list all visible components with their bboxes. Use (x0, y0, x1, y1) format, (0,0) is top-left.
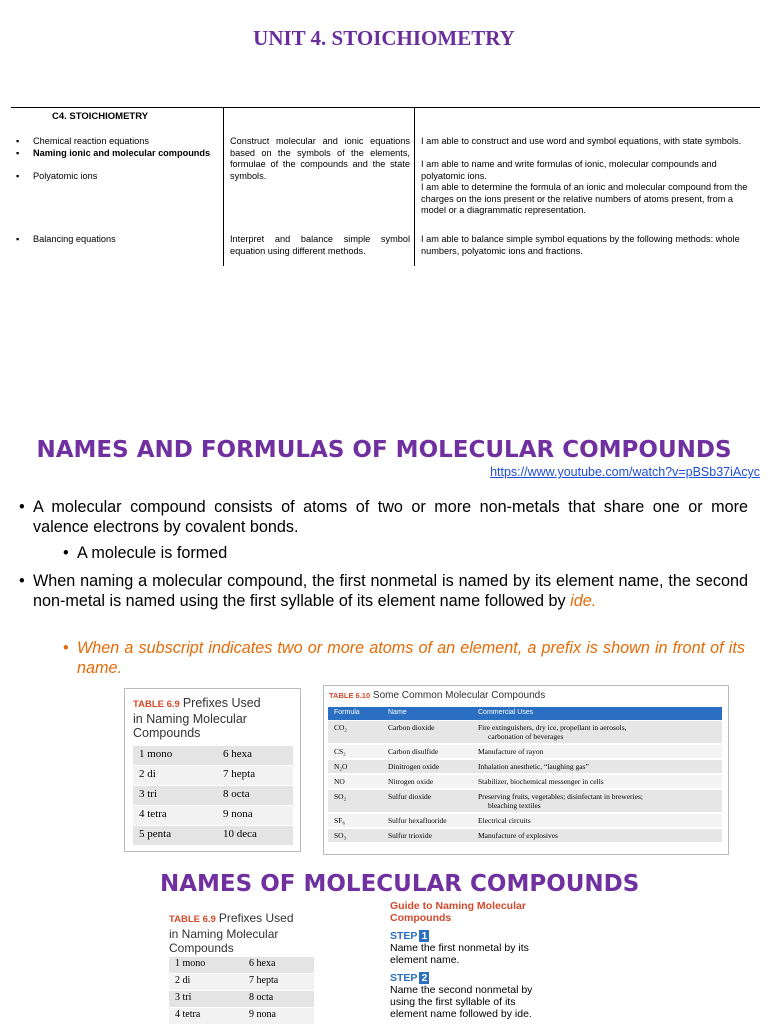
table-row: CS₂ Carbon disulfide Manufacture of rayon (328, 745, 722, 758)
table-row: N₂O Dinitrogen oxide Inhalation anesthetic, “laughing gas” (328, 760, 722, 773)
youtube-link[interactable]: https://www.youtube.com/watch?v=pBSb37iAcyc (490, 465, 760, 479)
bullet-item: • A molecular compound consists of atoms of two or more non-metals that share one or more valence electrons by covalent bonds. (19, 498, 748, 536)
table-row: 1 mono 6 hexa (169, 957, 314, 973)
table-row: 4 tetra 9 nona (169, 1008, 314, 1024)
table-caption: TABLE 6.9 Prefixes Used in Naming Molecular Compounds (133, 696, 261, 740)
objectives-header: C4. STOICHIOMETRY (52, 111, 149, 122)
outcome-text: I am able to construct and use word and symbol equations, with state symbols. (421, 136, 742, 146)
prefix-table (124, 688, 301, 852)
table-row: 2 di 7 hepta (133, 766, 293, 785)
skills-column (224, 108, 415, 266)
outcome-text: I am able to balance simple symbol equations by the following methods: whole numbers, polyatomic ions and fractions. (421, 234, 740, 256)
table-caption: TABLE 6.9 Prefixes Used in Naming Molecular Compounds (169, 911, 294, 955)
sub-bullet-item: • A molecule is formed (63, 544, 228, 562)
skill-text: Construct molecular and ionic equations based on the symbols of the elements, formulae of the compounds and the state symbols. (230, 136, 410, 181)
table-row: CO₂ Carbon dioxide Fire extinguishers, dry ice, propellant in aerosols, carbonation of beverages (328, 721, 722, 743)
section-title: NAMES AND FORMULAS OF MOLECULAR COMPOUNDS (36, 437, 732, 463)
section-title: NAMES OF MOLECULAR COMPOUNDS (160, 871, 640, 897)
sub-bullet-item: • When a subscript indicates two or more atoms of an element, a prefix is shown in front of its name. (63, 639, 745, 677)
skill-text: Interpret and balance simple symbol equation using different methods. (230, 234, 410, 256)
table-row: 3 tri 8 octa (169, 991, 314, 1007)
topics-column: C4. STOICHIOMETRY ▪ Chemical reaction equations ▪ Naming ionic and molecular compounds ▪ Polyatomic ions ▪ Balancing equations (11, 108, 224, 266)
table-row: 3 tri 8 octa (133, 786, 293, 805)
outcome-text: I am able to determine the formula of an ionic and molecular compound from the charges on the ions present or the relative numbers of atoms present, from a model or a diagrammatic representation. (421, 182, 748, 215)
table-row: 2 di 7 hepta (169, 974, 314, 990)
step-label: STEP 2 (390, 972, 428, 984)
table-row: 1 mono 6 hexa (133, 746, 293, 765)
table-row: SO₂ Sulfur dioxide Preserving fruits, vegetables; disinfectant in breweries; bleaching textiles (328, 790, 722, 812)
bullet-item: • When naming a molecular compound, the first nonmetal is named by its element name, the second non-metal is named using the first syllable of its element name followed by ide. (19, 572, 748, 610)
common-compounds-table (323, 685, 729, 855)
table-row: 5 penta 10 deca (133, 826, 293, 845)
prefix-table (162, 905, 317, 1035)
table-caption: TABLE 6.10 Some Common Molecular Compounds (329, 690, 546, 701)
objectives-table (11, 107, 760, 266)
naming-guide (390, 900, 550, 1020)
step-text: Name the second nonmetal by using the first syllable of its element name followed by ide. (390, 984, 533, 1020)
table-row: SF₆ Sulfur hexafluoride Electrical circuits (328, 814, 722, 827)
table-row: NO Nitrogen oxide Stabilizer, biochemical messenger in cells (328, 775, 722, 788)
step-label: STEP 1 (390, 930, 428, 942)
table-row: 4 tetra 9 nona (133, 806, 293, 825)
step-text: Name the first nonmetal by its element name. (390, 942, 529, 966)
table-header: Formula Name Commercial Uses (328, 707, 722, 720)
outcome-text: I am able to name and write formulas of ionic, molecular compounds and polyatomic ions. (421, 159, 717, 181)
outcomes-column (415, 108, 760, 266)
table-row: SO₃ Sulfur trioxide Manufacture of explosives (328, 829, 722, 842)
unit-title: UNIT 4. STOICHIOMETRY (253, 26, 515, 50)
guide-title: Guide to Naming Molecular Compounds (390, 900, 526, 924)
